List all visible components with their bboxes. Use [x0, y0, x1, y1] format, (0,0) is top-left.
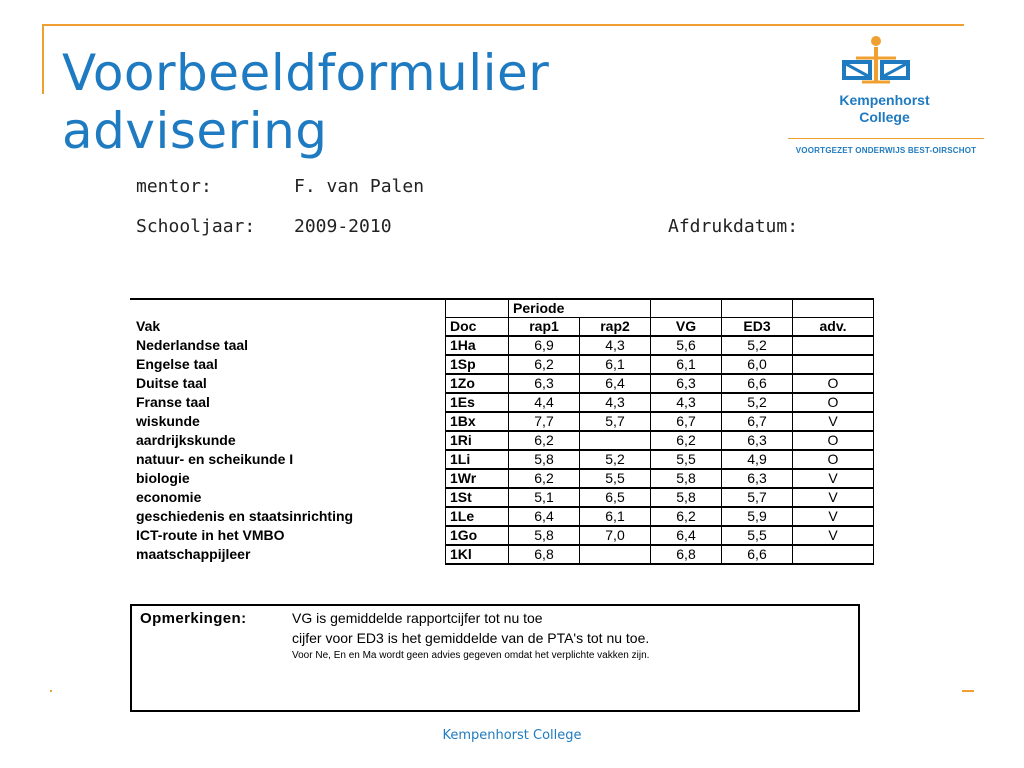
cell-rap1: 5,1: [509, 488, 580, 507]
cell-rap1: 6,9: [509, 336, 580, 355]
cell-rap2: 6,1: [580, 355, 651, 374]
cell-adv: [793, 355, 874, 374]
cell-vak: Duitse taal: [136, 375, 207, 391]
header-vg: VG: [651, 318, 722, 337]
decor-dot: [50, 690, 52, 692]
remarks-label: Opmerkingen:: [140, 610, 247, 627]
cell-doc: 1Es: [446, 393, 509, 412]
cell-rap1: 6,2: [509, 431, 580, 450]
cell-rap2: 4,3: [580, 393, 651, 412]
remark-line-1: VG is gemiddelde rapportcijfer tot nu toe: [292, 610, 543, 626]
header-adv: adv.: [793, 318, 874, 337]
table-row: [130, 450, 874, 469]
cell-adv: V: [793, 507, 874, 526]
cell-ed3: 5,5: [722, 526, 793, 545]
cell-doc: 1St: [446, 488, 509, 507]
cell-ed3: 5,7: [722, 488, 793, 507]
mentor-value: F. van Palen: [294, 176, 425, 197]
cell-rap1: 5,8: [509, 450, 580, 469]
cell-rap2: [580, 431, 651, 450]
cell-vg: 6,8: [651, 545, 722, 564]
cell-adv: O: [793, 431, 874, 450]
cell-rap2: 4,3: [580, 336, 651, 355]
cell-doc: 1Li: [446, 450, 509, 469]
cell-adv: V: [793, 488, 874, 507]
title-line-2: advisering: [62, 102, 328, 160]
cell-adv: [793, 545, 874, 564]
cell-vg: 6,3: [651, 374, 722, 393]
kempenhorst-logo-icon: [840, 34, 912, 88]
logo-school-name: Kempenhorst College: [839, 92, 930, 125]
slide-footer: Kempenhorst College: [442, 728, 582, 743]
cell-rap1: 5,8: [509, 526, 580, 545]
cell-vak: maatschappijleer: [136, 546, 251, 562]
table-row: [130, 507, 874, 526]
cell-vg: 6,2: [651, 507, 722, 526]
table-row: [130, 374, 874, 393]
cell-ed3: 5,9: [722, 507, 793, 526]
school-logo: [782, 34, 987, 158]
cell-ed3: 5,2: [722, 336, 793, 355]
frame-top-line: [42, 24, 964, 26]
cell-vg: 6,1: [651, 355, 722, 374]
cell-rap2: 6,4: [580, 374, 651, 393]
cell-ed3: 6,7: [722, 412, 793, 431]
table-row: [130, 526, 874, 545]
logo-divider: [788, 138, 984, 139]
cell-doc: 1Ri: [446, 431, 509, 450]
table-row: [130, 336, 874, 355]
cell-doc: 1Wr: [446, 469, 509, 488]
cell-rap2: 6,1: [580, 507, 651, 526]
cell-ed3: 5,2: [722, 393, 793, 412]
cell-vak: aardrijkskunde: [136, 432, 236, 448]
cell-rap2: 5,2: [580, 450, 651, 469]
header-ed3: ED3: [722, 318, 793, 337]
header-vak: Vak: [136, 318, 161, 335]
cell-rap2: 6,5: [580, 488, 651, 507]
cell-doc: 1Bx: [446, 412, 509, 431]
table-header-row: [130, 318, 874, 337]
cell-adv: O: [793, 393, 874, 412]
cell-adv: [793, 336, 874, 355]
cell-rap2: 5,5: [580, 469, 651, 488]
schooljaar-value: 2009-2010: [294, 216, 392, 237]
cell-ed3: 6,6: [722, 545, 793, 564]
cell-rap1: 6,2: [509, 469, 580, 488]
table-row: [130, 355, 874, 374]
cell-adv: V: [793, 526, 874, 545]
cell-vg: 5,6: [651, 336, 722, 355]
cell-doc: 1Zo: [446, 374, 509, 393]
cell-adv: V: [793, 412, 874, 431]
cell-vak: geschiedenis en staatsinrichting: [136, 508, 354, 524]
cell-doc: 1Kl: [446, 545, 509, 564]
cell-vg: 5,8: [651, 488, 722, 507]
cell-doc: 1Sp: [446, 355, 509, 374]
cell-rap2: [580, 545, 651, 564]
afdrukdatum-label: Afdrukdatum:: [668, 216, 799, 237]
cell-rap1: 7,7: [509, 412, 580, 431]
logo-tagline: VOORTGEZET ONDERWIJS BEST-OIRSCHOT: [795, 146, 977, 155]
table-periode-row: [130, 299, 874, 318]
cell-vak: Nederlandse taal: [136, 337, 249, 353]
cell-vak: Engelse taal: [136, 356, 218, 372]
cell-adv: V: [793, 469, 874, 488]
cell-adv: O: [793, 374, 874, 393]
cell-vg: 6,2: [651, 431, 722, 450]
cell-ed3: 6,3: [722, 431, 793, 450]
cell-rap1: 6,3: [509, 374, 580, 393]
cell-vak: Franse taal: [136, 394, 210, 410]
cell-ed3: 4,9: [722, 450, 793, 469]
remarks-box: [130, 604, 860, 712]
header-doc: Doc: [446, 318, 509, 337]
cell-rap1: 6,8: [509, 545, 580, 564]
cell-vak: natuur- en scheikunde I: [136, 451, 294, 467]
cell-doc: 1Go: [446, 526, 509, 545]
grade-rows: [130, 336, 874, 564]
schooljaar-label: Schooljaar:: [136, 216, 256, 237]
cell-vg: 4,3: [651, 393, 722, 412]
table-row: [130, 412, 874, 431]
cell-rap1: 6,4: [509, 507, 580, 526]
table-row: [130, 545, 874, 564]
cell-adv: O: [793, 450, 874, 469]
cell-doc: 1Ha: [446, 336, 509, 355]
cell-vak: ICT-route in het VMBO: [136, 527, 285, 543]
cell-vg: 5,5: [651, 450, 722, 469]
header-rap1: rap1: [509, 318, 580, 337]
cell-doc: 1Le: [446, 507, 509, 526]
cell-vg: 5,8: [651, 469, 722, 488]
frame-left-line: [42, 24, 44, 94]
table-row: [130, 488, 874, 507]
cell-rap1: 4,4: [509, 393, 580, 412]
cell-rap2: 5,7: [580, 412, 651, 431]
periode-header: Periode: [509, 299, 651, 318]
cell-vak: biologie: [136, 470, 190, 486]
decor-dash: [962, 690, 974, 692]
cell-vak: economie: [136, 489, 202, 505]
mentor-label: mentor:: [136, 176, 212, 197]
table-row: [130, 431, 874, 450]
cell-vg: 6,7: [651, 412, 722, 431]
remark-line-3: Voor Ne, En en Ma wordt geen advies gegeven omdat het verplichte vakken zijn.: [292, 650, 650, 661]
table-row: [130, 469, 874, 488]
slide-title: [62, 44, 549, 160]
cell-rap2: 7,0: [580, 526, 651, 545]
cell-vg: 6,4: [651, 526, 722, 545]
remark-line-2: cijfer voor ED3 is het gemiddelde van de PTA's tot nu toe.: [292, 630, 650, 646]
cell-rap1: 6,2: [509, 355, 580, 374]
cell-ed3: 6,6: [722, 374, 793, 393]
table-row: [130, 393, 874, 412]
cell-vak: wiskunde: [136, 413, 200, 429]
title-line-1: Voorbeeldformulier: [62, 44, 550, 102]
header-rap2: rap2: [580, 318, 651, 337]
cell-ed3: 6,0: [722, 355, 793, 374]
cell-ed3: 6,3: [722, 469, 793, 488]
grades-table: [130, 298, 874, 565]
